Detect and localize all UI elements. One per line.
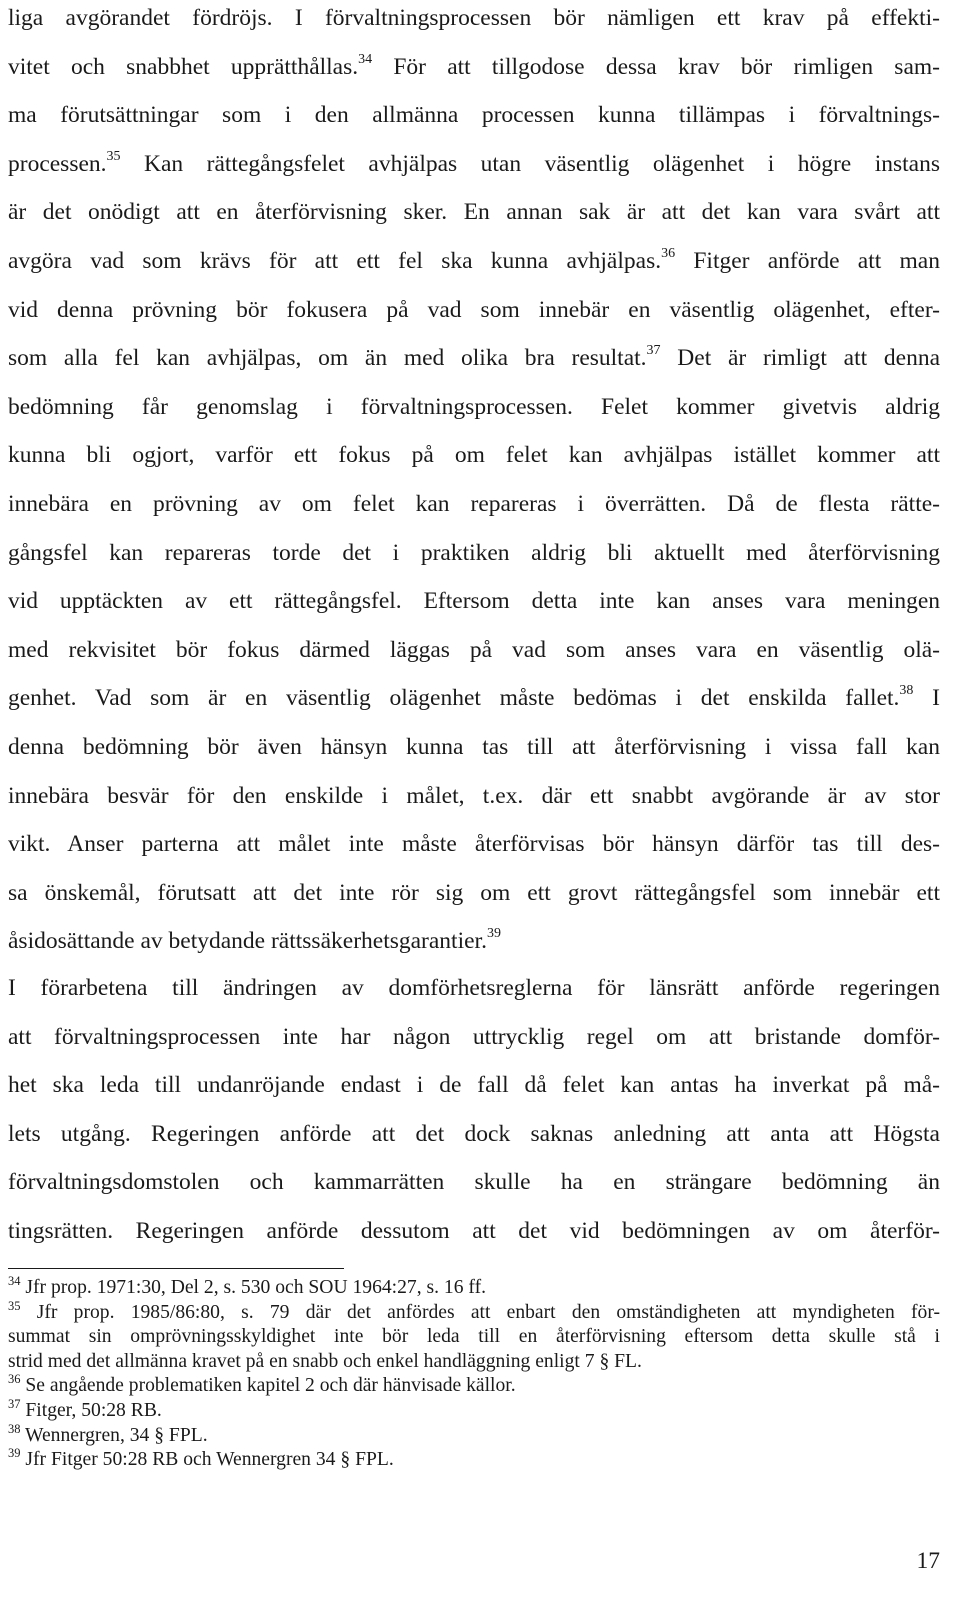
footnote-number: 39 (8, 1446, 21, 1461)
text-line: avgöra vad som krävs för att ett fel ska kunna avhjälpas.$^{36}$ Fitger anförde att man (8, 245, 940, 274)
text-line: är det onödigt att en återförvisning sker. En annan sak är att det kan vara svårt att (8, 199, 940, 226)
footnote-number: 37 (8, 1396, 21, 1411)
text-line: innebära en prövning av om felet kan repareras i överrätten. Då de flesta rätte- (8, 490, 940, 517)
footnotes (8, 1276, 940, 1473)
text-line: het ska leda till undanröjande endast i de fall då felet kan antas ha inverkat på må- (8, 1072, 940, 1099)
text-line: åsidosättande av betydande rättssäkerhetsgarantier.$^{39}$ (8, 926, 501, 955)
text-line: att förvaltningsprocessen inte har någon uttrycklig regel om att bristande domför- (8, 1023, 940, 1050)
footnote-number: 35 (8, 1298, 21, 1313)
footnote-ref[interactable]: 39 (486, 926, 501, 942)
text-line: kunna bli ogjort, varför ett fokus på om felet kan avhjälpas istället kommer att (8, 442, 940, 469)
footnote-item: $^{36}$ Se angående problematiken kapitel 2 och där hänvisade källor. (8, 1372, 516, 1397)
text-line: sa önskemål, förutsatt att det inte rör sig om ett grovt rättegångsfel som innebär ett (8, 879, 940, 906)
text-line: vikt. Anser parterna att målet inte måste återförvisas bör hänsyn därför tas till des- (8, 831, 940, 858)
text-line: tingsrätten. Regeringen anförde dessutom att det vid bedömningen av om återför- (8, 1217, 940, 1244)
text-line: vid upptäckten av ett rättegångsfel. Eftersom detta inte kan anses vara meningen (8, 588, 940, 615)
text-line: med rekvisitet bör fokus därmed läggas på vad som anses vara en väsentlig olä- (8, 636, 940, 663)
text-line: vitet och snabbhet upprätthållas.$^{34}$ För att tillgodose dessa krav bör rimligen sam- (8, 51, 940, 80)
text-line: I förarbetena till ändringen av domförhetsreglerna för länsrätt anförde regeringen (8, 975, 940, 1001)
footnote-ref[interactable]: 34 (358, 51, 373, 67)
footnote-item: $^{35}$ Jfr prop. 1985/86:80, s. 79 där det anfördes att enbart den omständigheten att myndigheten för- (8, 1298, 940, 1323)
text-line: denna bedömning bör även hänsyn kunna tas till att återförvisning i vissa fall kan (8, 733, 940, 760)
footnote-separator (8, 1268, 344, 1269)
page-number: 17 (916, 1548, 940, 1574)
footnote-number: 34 (8, 1274, 21, 1288)
footnote-number: 36 (8, 1372, 21, 1387)
footnote-ref[interactable]: 35 (106, 148, 121, 164)
footnote-ref[interactable]: 38 (899, 683, 914, 699)
footnote-ref[interactable]: 37 (646, 343, 661, 359)
text-line: förvaltningsdomstolen och kammarrätten skulle ha en strängare bedömning än (8, 1169, 940, 1196)
footnote-continuation: strid med det allmänna kravet på en snabb och enkel handläggning enligt 7 § FL. (8, 1350, 642, 1372)
footnote-item: $^{39}$ Jfr Fitger 50:28 RB och Wennergren 34 § FPL. (8, 1446, 394, 1471)
text-line: bedömning får genomslag i förvaltningsprocessen. Felet kommer givetvis aldrig (8, 393, 940, 420)
footnote-ref[interactable]: 36 (661, 245, 676, 261)
text-line: vid denna prövning bör fokusera på vad som innebär en väsentlig olägenhet, efter- (8, 296, 940, 323)
footnote-item: $^{38}$ Wennergren, 34 § FPL. (8, 1421, 208, 1446)
text-line: genhet. Vad som är en väsentlig olägenhet måste bedömas i det enskilda fallet.$^{38}$ I (8, 683, 940, 712)
text-line: lets utgång. Regeringen anförde att det dock saknas anledning att anta att Högsta (8, 1120, 940, 1147)
footnote-item: $^{37}$ Fitger, 50:28 RB. (8, 1396, 162, 1421)
body-paragraph-1 (8, 0, 940, 966)
text-line: som alla fel kan avhjälpas, om än med olika bra resultat.$^{37}$ Det är rimligt att denna (8, 343, 941, 372)
text-line: ma förutsättningar som i den allmänna processen kunna tillämpas i förvaltnings- (8, 102, 940, 129)
text-line: innebära besvär för den enskilde i målet, t.ex. där ett snabbt avgörande är av stor (8, 782, 940, 809)
text-line: gångsfel kan repareras torde det i praktiken aldrig bli aktuellt med återförvisning (8, 539, 940, 566)
footnote-number: 38 (8, 1421, 21, 1436)
footnote-continuation: summat sin omprövningsskyldighet inte bör leda till en återförvisning eftersom detta skulle stå i (8, 1326, 940, 1348)
text-line: liga avgörandet fördröjs. I förvaltningsprocessen bör nämligen ett krav på effekti- (8, 5, 940, 31)
text-line: processen.$^{35}$ Kan rättegångsfelet avhjälpas utan väsentlig olägenhet i högre instans (8, 148, 940, 177)
body-paragraph-2 (8, 964, 940, 1256)
footnote-item: $^{34}$ Jfr prop. 1971:30, Del 2, s. 530 och SOU 1964:27, s. 16 ff. (8, 1274, 487, 1298)
